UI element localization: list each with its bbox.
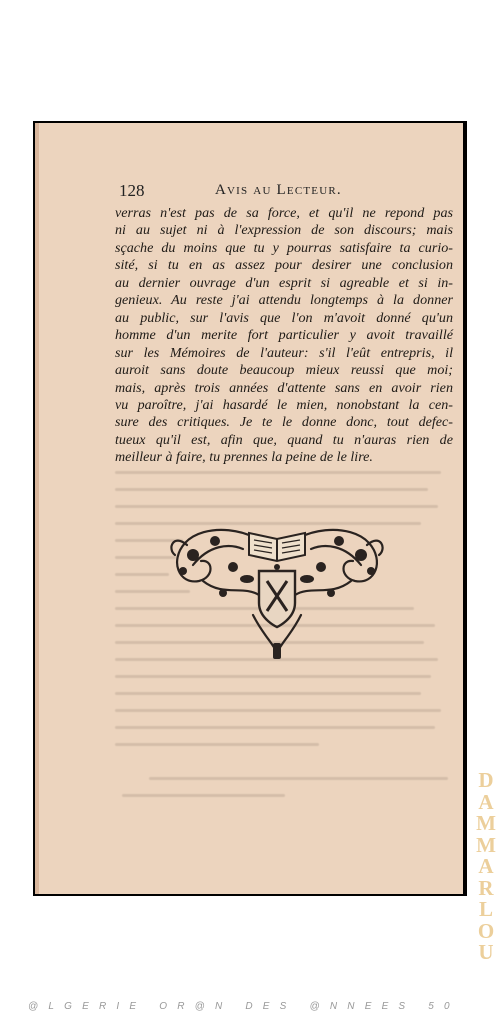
text-line: mais, après trois années d'attente sans en avoir rien [115, 379, 453, 396]
text-line: sçache du moins que tu y pourras satisfaire ta curio- [115, 239, 453, 256]
text-line: auroit sans doute beaucoup mieux reussi que moi; [115, 362, 453, 379]
watermark-letter: D [478, 768, 494, 792]
scanned-page-frame [33, 121, 467, 896]
watermark-letter: U [478, 940, 494, 964]
text-line: sité, si tu en as assez pour desirer une conclusion [115, 257, 453, 274]
text-line: vu paroître, j'ai hasardé le mien, nonobstant la cen- [115, 396, 453, 413]
book-page [35, 123, 463, 894]
page-number: 128 [119, 181, 145, 200]
text-line: verras n'est pas de sa force, et qu'il ne repond pas [115, 205, 453, 221]
watermark-letter: M [476, 832, 496, 857]
page-edge [35, 123, 39, 894]
watermark-letter: L [478, 897, 493, 921]
running-head: Avis au Lecteur. [215, 182, 342, 198]
text-line: ni au sujet ni à l'expression de son discours; mais [115, 222, 453, 239]
text-line: meilleur à faire, tu prennes la peine de le lire. [115, 449, 373, 466]
watermark-letter: A [478, 789, 494, 814]
text-line: au public, sur l'avis que l'on m'avoit donné qu'un [115, 309, 453, 326]
watermark-letter: R [478, 875, 494, 900]
text-line: sure des critiques. Je te le donne donc, tout defec- [115, 414, 453, 431]
watermark-letter: A [478, 854, 494, 878]
vertical-watermark [475, 770, 497, 985]
text-line: au dernier ouvrage d'un esprit si agreable et si in- [115, 274, 453, 291]
text-line: genieux. Au reste j'ai attendu longtemps à la donner [115, 292, 453, 309]
text-line: homme d'un merite fort particulier y avoit travaillé [115, 327, 453, 344]
page-header [119, 181, 449, 201]
fleuron-ornament-icon [163, 515, 391, 665]
watermark-letter: M [476, 811, 496, 835]
watermark-letter: O [477, 918, 495, 943]
text-line: sur les Mémoires de l'auteur: s'il l'eût entrepris, il [115, 344, 453, 361]
footer-watermark: @LGERIE OR@N DES @NNEES 50 [28, 1001, 460, 1012]
body-text [115, 205, 453, 467]
text-line: tueux qu'il est, afin que, quand tu n'auras rien de [115, 431, 453, 448]
